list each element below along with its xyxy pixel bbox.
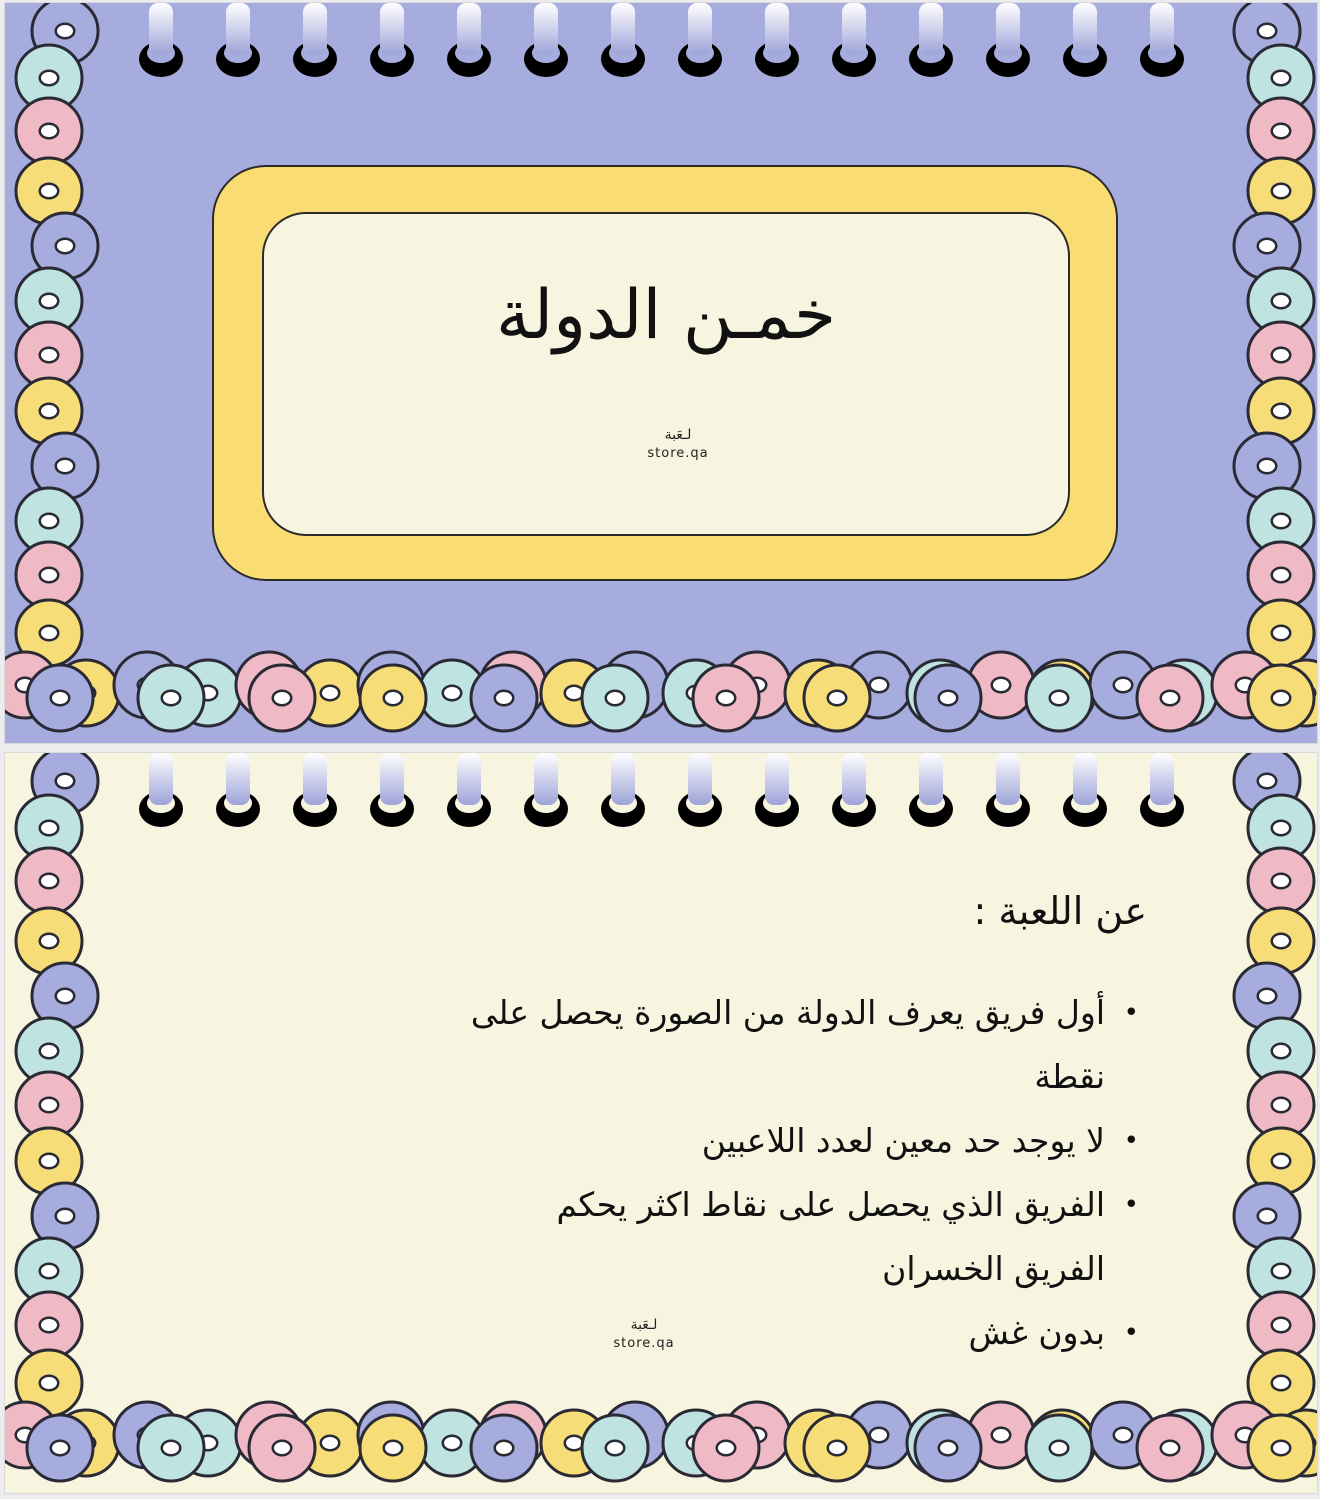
rule-item: • أول فريق يعرف الدولة من الصورة يحصل على نقطة [465, 981, 1105, 1109]
binding-ring [688, 3, 712, 55]
binding-ring [1073, 3, 1097, 55]
border-circle [1248, 665, 1314, 731]
border-circle [693, 1415, 759, 1481]
binding-ring [996, 753, 1020, 805]
border-circle [1248, 848, 1314, 914]
binding-ring [765, 753, 789, 805]
border-circle [360, 1415, 426, 1481]
binding-ring [1150, 753, 1174, 805]
border-circle [27, 1415, 93, 1481]
border-circle [27, 665, 93, 731]
binding-ring [1073, 753, 1097, 805]
game-title: خمـن الدولة [496, 276, 836, 355]
slide-about-game [4, 752, 1318, 1494]
border-circle [1248, 542, 1314, 608]
border-circle [1248, 1415, 1314, 1481]
binding-ring [380, 753, 404, 805]
binding-ring [457, 3, 481, 55]
border-circle [471, 1415, 537, 1481]
binding-ring [765, 3, 789, 55]
binding-ring [149, 3, 173, 55]
binding-ring [457, 753, 481, 805]
border-circle [1248, 1292, 1314, 1358]
binding-ring [534, 753, 558, 805]
border-circle [582, 1415, 648, 1481]
border-circle [471, 665, 537, 731]
brand-logo [618, 426, 738, 462]
brand-logo [584, 1316, 704, 1352]
border-circle [360, 665, 426, 731]
binding-ring [303, 3, 327, 55]
border-circle [16, 1292, 82, 1358]
binding-ring [149, 753, 173, 805]
binding-ring [226, 3, 250, 55]
brand-logo-url: store.qa [647, 445, 709, 461]
border-circle [16, 98, 82, 164]
border-circle [1137, 1415, 1203, 1481]
binding-ring [919, 3, 943, 55]
border-circle [804, 665, 870, 731]
brand-logo-arabic: لـعَبة [664, 427, 692, 443]
border-circle [138, 665, 204, 731]
rule-item: • الفريق الذي يحصل على نقاط اكثر يحكم الفريق الخسران [465, 1173, 1105, 1301]
border-circle [16, 848, 82, 914]
border-circle [1026, 665, 1092, 731]
rule-item: • بدون غش [465, 1301, 1105, 1365]
border-circle [1026, 1415, 1092, 1481]
binding-ring [688, 753, 712, 805]
border-circle [249, 1415, 315, 1481]
border-circle [915, 1415, 981, 1481]
slide-title-card [4, 2, 1318, 744]
binding-ring [380, 3, 404, 55]
binding-ring [611, 753, 635, 805]
brand-logo-arabic: لـعَبة [630, 1317, 658, 1333]
binding-ring [226, 753, 250, 805]
rule-item: • لا يوجد حد معين لعدد اللاعبين [465, 1109, 1105, 1173]
border-circle [582, 665, 648, 731]
brand-logo-url: store.qa [613, 1335, 675, 1351]
rules-list [465, 981, 1139, 1365]
binding-ring [842, 753, 866, 805]
border-circle [1137, 665, 1203, 731]
border-circle [16, 542, 82, 608]
binding-ring [919, 753, 943, 805]
border-circle [138, 1415, 204, 1481]
binding-ring [303, 753, 327, 805]
border-circle [915, 665, 981, 731]
binding-ring [611, 3, 635, 55]
border-circle [1248, 98, 1314, 164]
border-circle [693, 665, 759, 731]
binding-ring [534, 3, 558, 55]
binding-ring [1150, 3, 1174, 55]
border-circle [804, 1415, 870, 1481]
border-circle [249, 665, 315, 731]
binding-ring [842, 3, 866, 55]
about-heading: عن اللعبة : [973, 889, 1147, 933]
binding-ring [996, 3, 1020, 55]
title-frame [212, 165, 1118, 581]
title-panel [262, 212, 1070, 536]
